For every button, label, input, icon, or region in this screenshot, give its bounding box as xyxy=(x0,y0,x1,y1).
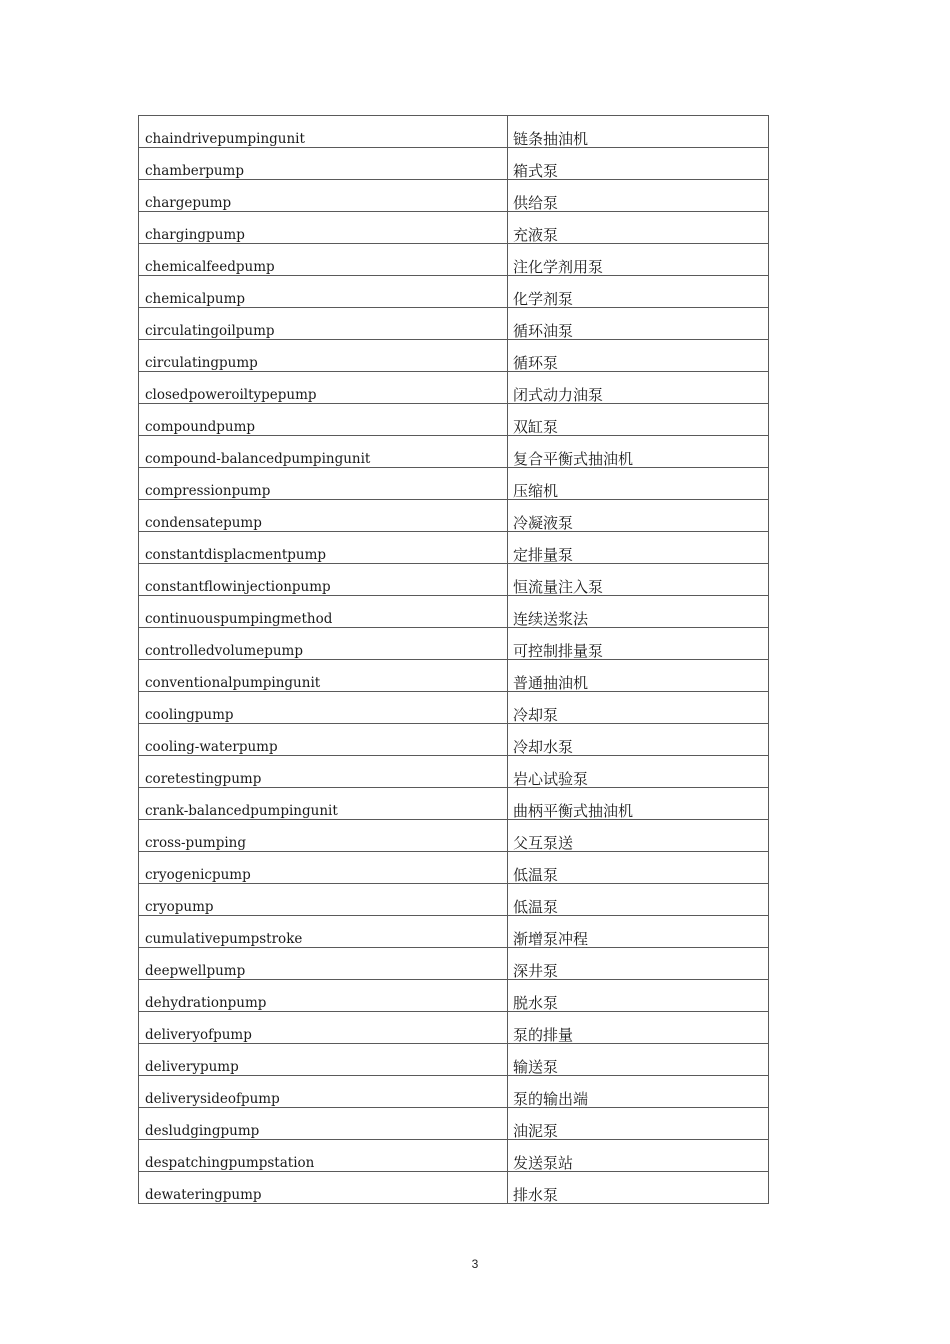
chinese-translation-cell: 低温泵 xyxy=(508,884,769,916)
table-row xyxy=(139,1076,769,1108)
english-term-cell: compoundpump xyxy=(139,404,508,436)
english-term-cell: compressionpump xyxy=(139,468,508,500)
english-term-cell: closedpoweroiltypepump xyxy=(139,372,508,404)
table-row xyxy=(139,948,769,980)
chinese-translation-cell: 连续送浆法 xyxy=(508,596,769,628)
english-term-cell: chargepump xyxy=(139,180,508,212)
english-term-cell: despatchingpumpstation xyxy=(139,1140,508,1172)
table-row xyxy=(139,820,769,852)
english-term-cell: constantflowinjectionpump xyxy=(139,564,508,596)
table-row xyxy=(139,308,769,340)
table-row xyxy=(139,724,769,756)
chinese-translation-cell: 注化学剂用泵 xyxy=(508,244,769,276)
glossary-table-body xyxy=(139,116,769,1204)
chinese-translation-cell: 循环泵 xyxy=(508,340,769,372)
chinese-translation-cell: 泵的排量 xyxy=(508,1012,769,1044)
english-term-cell: dehydrationpump xyxy=(139,980,508,1012)
chinese-translation-cell: 发送泵站 xyxy=(508,1140,769,1172)
table-row xyxy=(139,852,769,884)
table-row xyxy=(139,628,769,660)
table-row xyxy=(139,884,769,916)
table-row xyxy=(139,404,769,436)
page-number: 3 xyxy=(471,1257,479,1271)
table-row xyxy=(139,1108,769,1140)
table-row xyxy=(139,116,769,148)
english-term-cell: coretestingpump xyxy=(139,756,508,788)
table-row xyxy=(139,148,769,180)
chinese-translation-cell: 深井泵 xyxy=(508,948,769,980)
table-row xyxy=(139,1044,769,1076)
english-term-cell: cryogenicpump xyxy=(139,852,508,884)
chinese-translation-cell: 曲柄平衡式抽油机 xyxy=(508,788,769,820)
english-term-cell: continuouspumpingmethod xyxy=(139,596,508,628)
english-term-cell: chamberpump xyxy=(139,148,508,180)
table-row xyxy=(139,916,769,948)
chinese-translation-cell: 化学剂泵 xyxy=(508,276,769,308)
english-term-cell: condensatepump xyxy=(139,500,508,532)
chinese-translation-cell: 低温泵 xyxy=(508,852,769,884)
chinese-translation-cell: 闭式动力油泵 xyxy=(508,372,769,404)
chinese-translation-cell: 脱水泵 xyxy=(508,980,769,1012)
table-row xyxy=(139,212,769,244)
chinese-translation-cell: 父互泵送 xyxy=(508,820,769,852)
english-term-cell: coolingpump xyxy=(139,692,508,724)
chinese-translation-cell: 链条抽油机 xyxy=(508,116,769,148)
english-term-cell: cumulativepumpstroke xyxy=(139,916,508,948)
table-row xyxy=(139,500,769,532)
english-term-cell: dewateringpump xyxy=(139,1172,508,1204)
english-term-cell: desludgingpump xyxy=(139,1108,508,1140)
table-row xyxy=(139,1172,769,1204)
table-row xyxy=(139,436,769,468)
chinese-translation-cell: 复合平衡式抽油机 xyxy=(508,436,769,468)
table-row xyxy=(139,372,769,404)
table-row xyxy=(139,564,769,596)
chinese-translation-cell: 油泥泵 xyxy=(508,1108,769,1140)
table-row xyxy=(139,180,769,212)
chinese-translation-cell: 冷却泵 xyxy=(508,692,769,724)
chinese-translation-cell: 泵的输出端 xyxy=(508,1076,769,1108)
english-term-cell: circulatingoilpump xyxy=(139,308,508,340)
english-term-cell: cooling-waterpump xyxy=(139,724,508,756)
chinese-translation-cell: 普通抽油机 xyxy=(508,660,769,692)
english-term-cell: deliveryofpump xyxy=(139,1012,508,1044)
english-term-cell: circulatingpump xyxy=(139,340,508,372)
chinese-translation-cell: 输送泵 xyxy=(508,1044,769,1076)
table-row xyxy=(139,788,769,820)
english-term-cell: chemicalfeedpump xyxy=(139,244,508,276)
glossary-table xyxy=(138,115,769,1204)
chinese-translation-cell: 岩心试验泵 xyxy=(508,756,769,788)
chinese-translation-cell: 定排量泵 xyxy=(508,532,769,564)
table-row xyxy=(139,244,769,276)
english-term-cell: deepwellpump xyxy=(139,948,508,980)
english-term-cell: deliverysideofpump xyxy=(139,1076,508,1108)
english-term-cell: controlledvolumepump xyxy=(139,628,508,660)
english-term-cell: chaindrivepumpingunit xyxy=(139,116,508,148)
table-row xyxy=(139,756,769,788)
table-row xyxy=(139,340,769,372)
english-term-cell: chemicalpump xyxy=(139,276,508,308)
chinese-translation-cell: 箱式泵 xyxy=(508,148,769,180)
english-term-cell: chargingpump xyxy=(139,212,508,244)
english-term-cell: constantdisplacmentpump xyxy=(139,532,508,564)
chinese-translation-cell: 循环油泵 xyxy=(508,308,769,340)
chinese-translation-cell: 冷凝液泵 xyxy=(508,500,769,532)
chinese-translation-cell: 恒流量注入泵 xyxy=(508,564,769,596)
table-row xyxy=(139,1012,769,1044)
chinese-translation-cell: 可控制排量泵 xyxy=(508,628,769,660)
table-row xyxy=(139,1140,769,1172)
table-row xyxy=(139,276,769,308)
chinese-translation-cell: 排水泵 xyxy=(508,1172,769,1204)
table-row xyxy=(139,532,769,564)
english-term-cell: cryopump xyxy=(139,884,508,916)
english-term-cell: crank-balancedpumpingunit xyxy=(139,788,508,820)
chinese-translation-cell: 渐增泵冲程 xyxy=(508,916,769,948)
chinese-translation-cell: 压缩机 xyxy=(508,468,769,500)
table-row xyxy=(139,980,769,1012)
chinese-translation-cell: 冷却水泵 xyxy=(508,724,769,756)
table-row xyxy=(139,468,769,500)
table-row xyxy=(139,660,769,692)
english-term-cell: conventionalpumpingunit xyxy=(139,660,508,692)
english-term-cell: deliverypump xyxy=(139,1044,508,1076)
table-row xyxy=(139,596,769,628)
chinese-translation-cell: 双缸泵 xyxy=(508,404,769,436)
english-term-cell: compound-balancedpumpingunit xyxy=(139,436,508,468)
chinese-translation-cell: 充液泵 xyxy=(508,212,769,244)
table-row xyxy=(139,692,769,724)
chinese-translation-cell: 供给泵 xyxy=(508,180,769,212)
english-term-cell: cross-pumping xyxy=(139,820,508,852)
